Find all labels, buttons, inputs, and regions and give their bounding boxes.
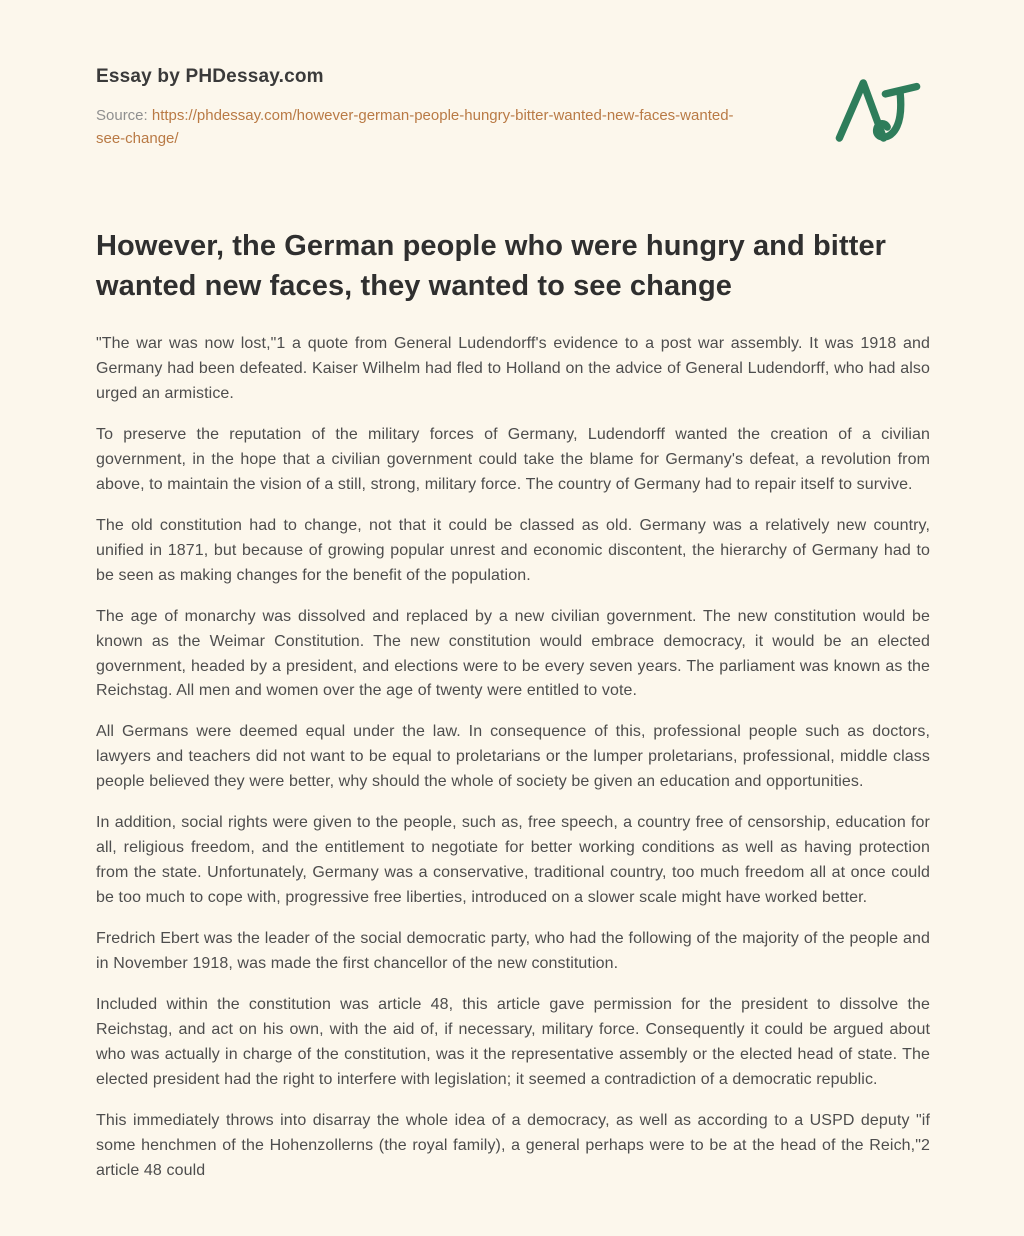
essay-paragraph: This immediately throws into disarray the whole idea of a democracy, as well as according to a USPD deputy "if some henchmen of the Hohenzollerns (the royal family), a general perhaps were to be at the head of the Reich,"2 article 48 could: [96, 1111, 930, 1179]
essay-paragraph: "The war was now lost,"1 a quote from General Ludendorff's evidence to a post war assembly. It was 1918 and Germany had been defeated. Kaiser Wilhelm had fled to Holland on the advice of General Ludendorff, who had also urged an armistice.: [96, 335, 930, 402]
essay-paragraph: To preserve the reputation of the military forces of Germany, Ludendorff wanted the creation of a civilian government, in the hope that a civilian government could take the blame for Germany's defeat, a revolution from above, to maintain the vision of a still, strong, military force. The country of Germany had to repair itself to survive.: [96, 425, 930, 493]
essay-title: However, the German people who were hungry and bitter wanted new faces, they wanted to see change: [96, 230, 887, 303]
essay-body: [96, 332, 930, 1184]
essay-paragraph: All Germans were deemed equal under the law. In consequence of this, professional people such as doctors, lawyers and teachers did not want to be equal to proletarians or the lumper proletarians, professional, middle class people believed they were better, why should the whole of society be given an education and opportunities.: [96, 723, 930, 791]
essay-paragraph: Included within the constitution was article 48, this article gave permission for the president to dissolve the Reichstag, and act on his own, with the aid of, if necessary, military force. Consequently it could be argued about who was actually in charge of the constitution, was it the representative assembly or the elected head of state. The elected president had the right to interfere with legislation; it seemed a contradiction of a democratic republic.: [96, 996, 930, 1088]
byline: Essay by PHDessay.com: [96, 66, 324, 87]
phdessay-logo-icon: [832, 70, 924, 162]
essay-paragraph: The age of monarchy was dissolved and replaced by a new civilian government. The new constitution would be known as the Weimar Constitution. The new constitution would embrace democracy, it would be an elected government, headed by a president, and elections were to be every seven years. The parliament was known as the Reichstag. All men and women over the age of twenty were entitled to vote.: [96, 607, 930, 700]
source-url-link[interactable]: https://phdessay.com/however-german-people-hungry-bitter-wanted-new-faces-wanted-see-change/: [96, 107, 734, 148]
page-header: [96, 66, 930, 162]
essay-paragraph: The old constitution had to change, not that it could be classed as old. Germany was a relatively new country, unified in 1871, but because of growing popular unrest and economic discontent, the hierarchy of Germany had to be seen as making changes for the benefit of the population.: [96, 516, 930, 584]
source-label: Source:: [96, 107, 148, 124]
essay-paragraph: In addition, social rights were given to the people, such as, free speech, a country free of censorship, education for all, religious freedom, and the entitlement to negotiate for better working conditions as well as having protection from the state. Unfortunately, Germany was a conservative, traditional country, too much freedom all at once could be too much to cope with, progressive free liberties, introduced on a slower scale might have worked better.: [96, 814, 930, 907]
essay-paragraph: Fredrich Ebert was the leader of the social democratic party, who had the following of the majority of the people and in November 1918, was made the first chancellor of the new constitution.: [96, 930, 930, 973]
header-text-block: [96, 66, 736, 151]
source-line: [96, 104, 736, 151]
